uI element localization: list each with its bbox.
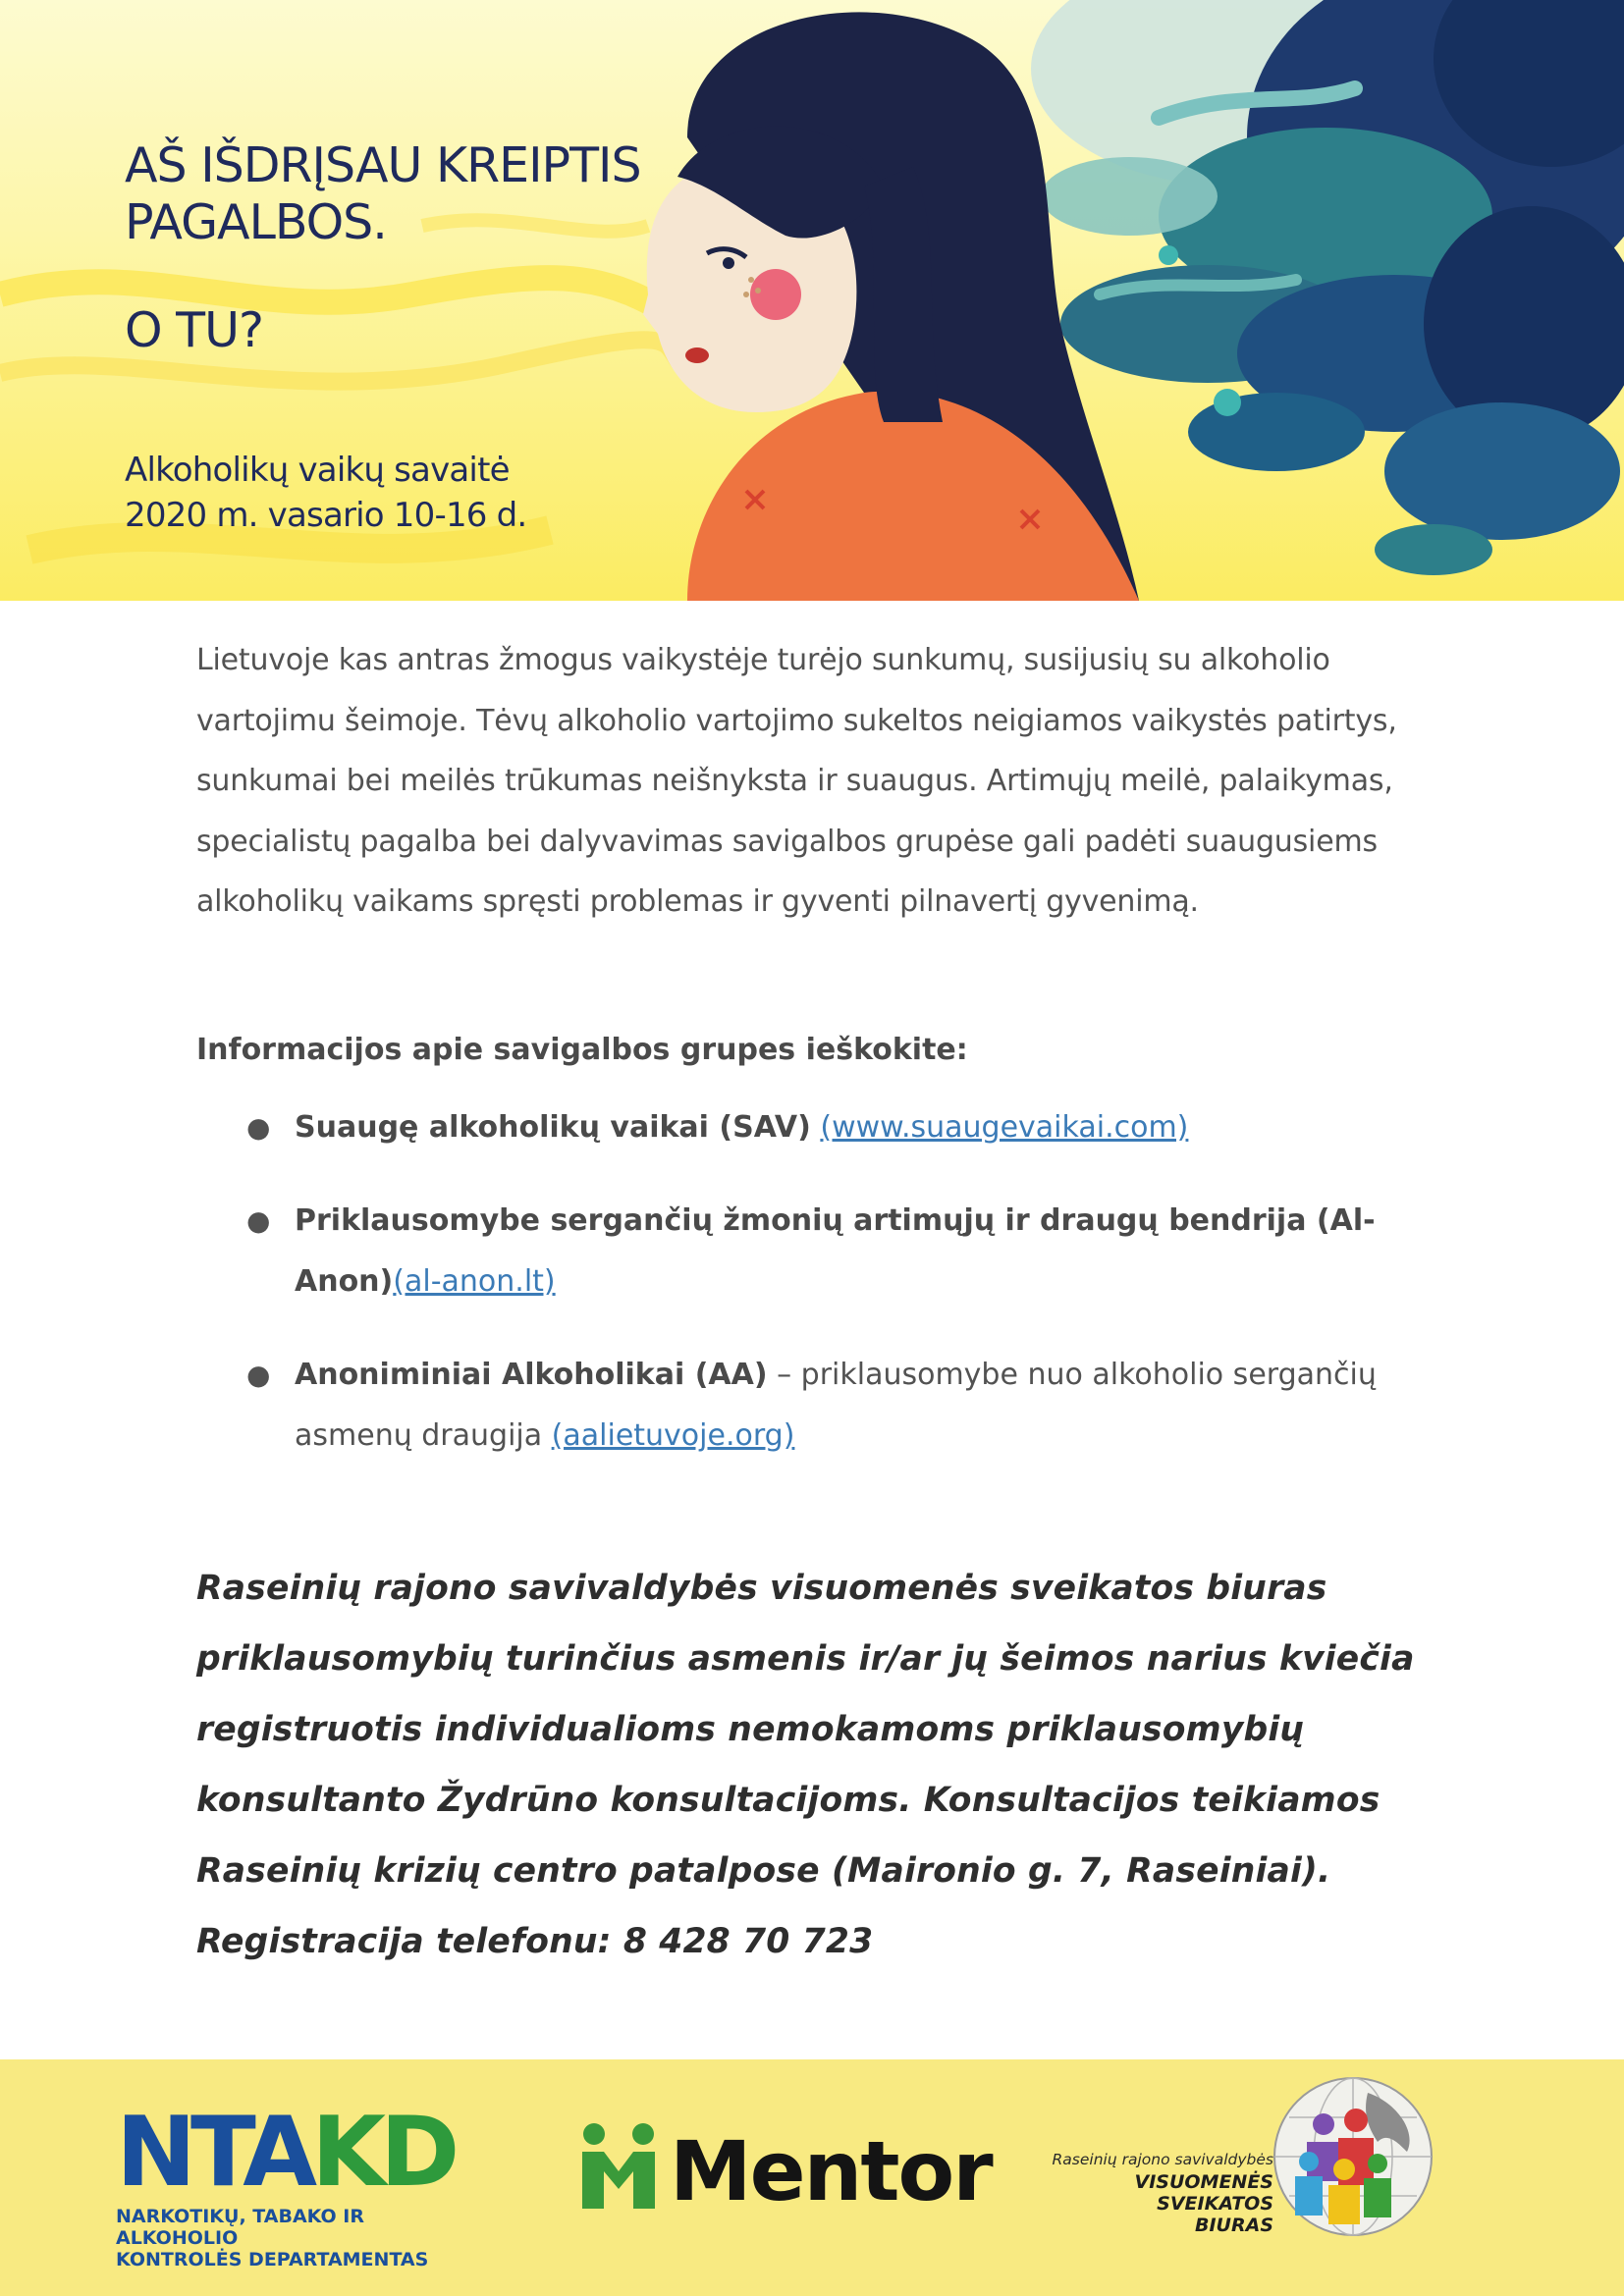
hero-banner (0, 0, 1624, 601)
hero-title-line: AŠ IŠDRĮSAU KREIPTIS (125, 137, 641, 193)
bureau-name-line: SVEIKATOS (1157, 2193, 1273, 2215)
event-name: Alkoholikų vaikų savaitė (125, 451, 510, 490)
info-heading: Informacijos apie savigalbos grupes ieškokite: (196, 1033, 968, 1067)
mentor-mark-icon (579, 2122, 658, 2211)
group-link[interactable]: (www.suaugevaikai.com) (820, 1110, 1189, 1145)
health-bureau-logo (1052, 2073, 1448, 2240)
group-name: Priklausomybe sergančių žmonių artimųjų ir draugų bendrija (Al-Anon) (295, 1203, 1376, 1299)
support-group-list (196, 1097, 1434, 1499)
group-link[interactable]: (al-anon.lt) (393, 1264, 556, 1299)
bureau-line: Raseinių rajono savivaldybės (1052, 2151, 1273, 2168)
intro-paragraph: Lietuvoje kas antras žmogus vaikystėje turėjo sunkumų, susijusių su alkoholio vartojimu šeimoje. Tėvų alkoholio vartojimo sukeltos neigiamos vaikystės patirtys, sunkumai bei meilės trūkumas neišnyksta ir suaugus. Artimųjų meilė, palaikymas, specialistų pagalba bei dalyvavimas savigalbos grupėse gali padėti suaugusiems alkoholikų vaikams spręsti problemas ir gyventi pilnavertį gyvenimą. (196, 643, 1397, 919)
list-item (196, 1345, 1434, 1467)
bureau-name-line: BIURAS (1195, 2215, 1273, 2236)
bullet-icon: ● (246, 1111, 271, 1144)
bureau-name-line: VISUOMENĖS (1134, 2171, 1273, 2193)
ntakd-letters-green: KD (311, 2097, 455, 2209)
hero-event-info (125, 448, 526, 538)
separator (768, 1358, 778, 1392)
invitation-text: Raseinių rajono savivaldybės visuomenės sveikatos biuras priklausomybių turinčius asmenis ir/ar jų šeimos narius kviečia registruotis individualioms nemokamoms priklausomybių konsultanto Žydrūno konsultacijoms. Konsultacijos teikiamos Raseinių krizių centro patalpose (Maironio g. 7, Raseiniai). Registracija telefonu: 8 428 70 723 (196, 1569, 1415, 1961)
group-name: Anoniminiai Alkoholikai (AA) (295, 1358, 768, 1392)
separator (811, 1110, 821, 1145)
main-content (196, 630, 1434, 1961)
hero-title-line: PAGALBOS. (125, 194, 387, 250)
ntakd-letters (116, 2097, 455, 2209)
group-name: Suaugę alkoholikų vaikai (SAV) (295, 1110, 811, 1145)
group-description: – priklausomybe nuo alkoholio sergančių asmenų draugija (295, 1358, 1377, 1453)
ntakd-caption-line: NARKOTIKŲ, TABAKO IR ALKOHOLIO (116, 2206, 364, 2249)
ntakd-caption (116, 2206, 440, 2270)
bureau-name (1135, 2171, 1274, 2236)
globe-people-icon (1270, 2073, 1436, 2240)
mentor-wordmark: Mentor (670, 2123, 992, 2219)
list-item (196, 1097, 1434, 1158)
hero-title (125, 137, 641, 251)
ntakd-caption-line: KONTROLĖS DEPARTAMENTAS (116, 2249, 429, 2270)
event-dates: 2020 m. vasario 10-16 d. (125, 496, 527, 535)
group-link[interactable]: (aalietuvoje.org) (551, 1418, 795, 1453)
bullet-icon: ● (246, 1204, 271, 1237)
hero-question: O TU? (125, 302, 263, 358)
ntakd-logo (116, 2097, 455, 2270)
list-item (196, 1191, 1434, 1312)
bullet-icon: ● (246, 1359, 271, 1391)
ntakd-letters-blue: NTA (116, 2097, 312, 2209)
